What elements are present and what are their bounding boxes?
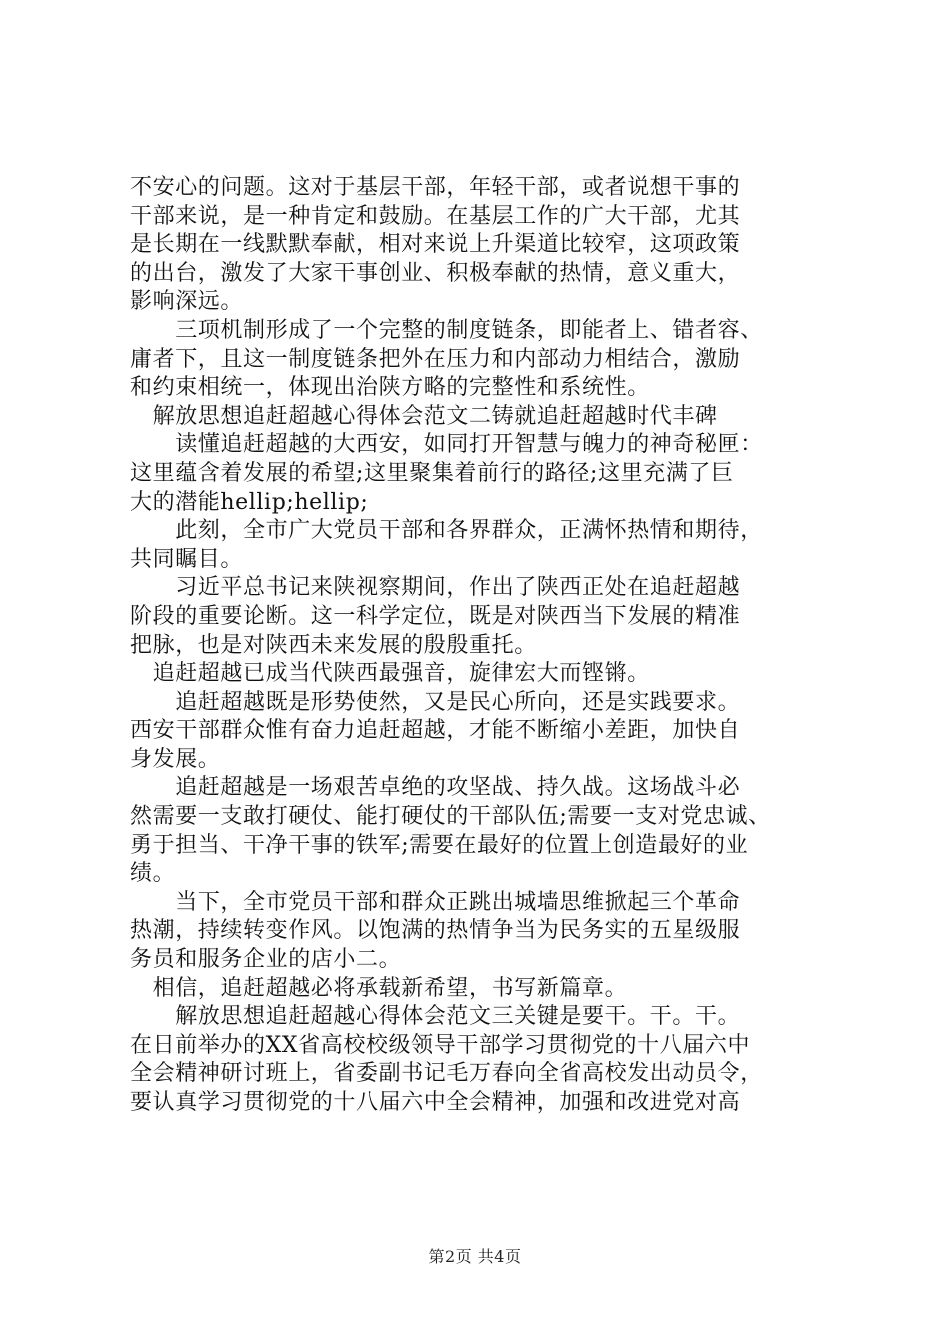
text-line: 然需要一支敢打硬仗、能打硬仗的干部队伍;需要一支对党忠诚、	[130, 804, 771, 830]
text-line: 解放思想追赶超越心得体会范文二铸就追赶超越时代丰碑	[130, 403, 718, 429]
text-line: 要认真学习贯彻党的十八届六中全会精神，加强和改进党对高	[130, 1090, 741, 1115]
paragraph	[130, 174, 830, 317]
text-line: 身发展。	[130, 746, 221, 772]
text-line: 勇于担当、干净干事的铁军;需要在最好的位置上创造最好的业	[130, 832, 749, 858]
text-line: 不安心的问题。这对于基层干部，年轻干部，或者说想干事的	[130, 175, 741, 200]
paragraph	[130, 660, 830, 689]
text-line: 当下，全市党员干部和群众正跳出城墙思维掀起三个革命	[130, 889, 741, 915]
text-line: 追赶超越既是形势使然，又是民心所向，还是实践要求。	[130, 689, 741, 715]
text-line: 此刻，全市广大党员干部和各界群众，正满怀热情和期待，	[130, 518, 763, 544]
text-line: 习近平总书记来陕视察期间，作出了陕西正处在追赶超越	[130, 575, 741, 601]
text-line: 热潮，持续转变作风。以饱满的热情争当为民务实的五星级服	[130, 918, 741, 944]
text-line: 相信，追赶超越必将承载新希望，书写新篇章。	[130, 975, 628, 1001]
text-line: 把脉，也是对陕西未来发展的殷殷重托。	[130, 632, 537, 658]
text-line: 全会精神研讨班上，省委副书记毛万春向全省高校发出动员令，	[130, 1061, 763, 1087]
text-line: 解放思想追赶超越心得体会范文三关键是要干。干。干。	[130, 1004, 741, 1030]
paragraph	[130, 889, 830, 975]
paragraph	[130, 689, 830, 775]
text-line: 影响深远。	[130, 289, 244, 315]
text-line: 在日前举办的XX省高校校级领导干部学习贯彻党的十八届六中	[130, 1032, 751, 1058]
paragraph	[130, 574, 830, 660]
text-line: 读懂追赶超越的大西安，如同打开智慧与魄力的神奇秘匣：	[130, 432, 763, 458]
text-line: 和约束相统一，体现出治陕方略的完整性和系统性。	[130, 375, 650, 401]
text-line: 追赶超越已成当代陕西最强音，旋律宏大而铿锵。	[130, 661, 650, 687]
section-heading	[130, 403, 830, 432]
text-line: 三项机制形成了一个完整的制度链条，即能者上、错者容、	[130, 317, 763, 343]
text-line: 共同瞩目。	[130, 546, 244, 572]
document-body	[130, 174, 830, 1118]
text-line: 庸者下，且这一制度链条把外在压力和内部动力相结合，激励	[130, 346, 741, 372]
text-line: 干部来说，是一种肯定和鼓励。在基层工作的广大干部，尤其	[130, 203, 741, 229]
text-line: 阶段的重要论断。这一科学定位，既是对陕西当下发展的精准	[130, 603, 741, 629]
text-line: 西安干部群众惟有奋力追赶超越，才能不断缩小差距，加快自	[130, 718, 741, 744]
text-line: 大的潜能hellip;hellip;	[130, 489, 369, 515]
page-footer	[0, 1244, 950, 1267]
paragraph	[130, 517, 830, 574]
text-line: 这里蕴含着发展的希望;这里聚集着前行的路径;这里充满了巨	[130, 460, 734, 486]
paragraph	[130, 431, 830, 517]
text-line: 绩。	[130, 861, 176, 887]
paragraph	[130, 975, 830, 1004]
text-line: 务员和服务企业的店小二。	[130, 947, 402, 973]
paragraph	[130, 774, 830, 888]
text-line: 追赶超越是一场艰苦卓绝的攻坚战、持久战。这场战斗必	[130, 775, 741, 801]
page-number: 第2页 共4页	[428, 1247, 522, 1266]
text-line: 是长期在一线默默奉献，相对来说上升渠道比较窄，这项政策	[130, 232, 741, 258]
paragraph	[130, 317, 830, 403]
paragraph	[130, 1003, 830, 1117]
text-line: 的出台，激发了大家干事创业、积极奉献的热情，意义重大，	[130, 260, 741, 286]
